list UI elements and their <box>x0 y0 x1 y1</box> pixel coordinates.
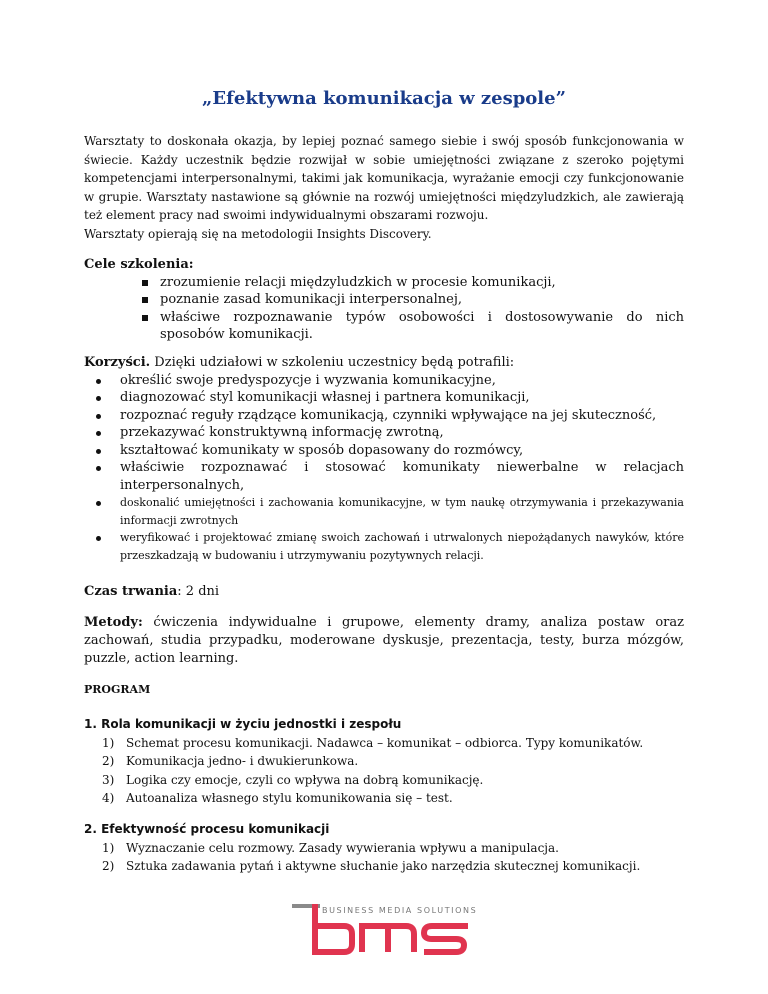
intro-paragraph <box>84 132 684 243</box>
goal-item: zrozumienie relacji międzyludzkich w procesie komunikacji, <box>142 274 684 292</box>
intro-text: Warsztaty to doskonała okazja, by lepiej poznać samego siebie i swój sposób funkcjonowania w świecie. Każdy uczestnik będzie rozwijał w sobie umiejętności związane z szeroko pojętymi kompetencjami interpersonalnymi, takimi jak komunikacja, wyrażanie emocji czy funkcjonowanie w grupie. Warsztaty nastawione są głównie na rozwój umiejętności międzyludzkich, ale zawierają też element pracy nad swoimi indywidualnymi obszarami rozwoju. <box>84 134 684 222</box>
goal-item: właściwe rozpoznawanie typów osobowości i dostosowywanie do nich sposobów komunikacji. <box>142 309 684 344</box>
program-heading: PROGRAM <box>84 683 151 696</box>
benefit-item: diagnozować styl komunikacji własnej i partnera komunikacji, <box>90 389 684 407</box>
methods-value: ćwiczenia indywidualne i grupowe, elementy dramy, analiza postaw oraz zachowań, studia przypadku, moderowane dyskusje, prezentacja, testy, burza mózgów, puzzle, action learning. <box>84 615 684 666</box>
square-bullet-icon <box>142 280 148 286</box>
round-bullet-icon <box>96 414 101 419</box>
goals-heading: Cele szkolenia: <box>84 257 194 272</box>
benefits-section <box>84 354 684 564</box>
logo-tagline: BUSINESS MEDIA SOLUTIONS <box>322 906 478 915</box>
benefits-intro <box>84 354 684 372</box>
list-item: 3) Logika czy emocje, czyli co wpływa na dobrą komunikację. <box>102 772 484 787</box>
square-bullet-icon <box>142 297 148 303</box>
round-bullet-icon <box>96 449 101 454</box>
benefits-lead: Dzięki udziałowi w szkoleniu uczestnicy będą potrafili: <box>150 355 515 370</box>
section-1-list <box>84 734 694 808</box>
list-item: 1) Schemat procesu komunikacji. Nadawca – komunikat – odbiorca. Typy komunikatów. <box>102 735 644 750</box>
methods-label: Metody: <box>84 615 143 630</box>
program-section-1 <box>84 715 694 808</box>
intro-methodology: Warsztaty opierają się na metodologii Insights Discovery. <box>84 226 432 241</box>
benefit-item: przekazywać konstruktywną informację zwrotną, <box>90 424 684 442</box>
section-2-list <box>84 839 704 876</box>
list-item: 2) Komunikacja jedno- i dwukierunkowa. <box>102 754 359 768</box>
section-2-heading: 2. Efektywność procesu komunikacji <box>84 822 330 836</box>
benefit-item: kształtować komunikaty w sposób dopasowany do rozmówcy, <box>90 442 684 460</box>
section-1-heading: 1. Rola komunikacji w życiu jednostki i zespołu <box>84 717 402 731</box>
square-bullet-icon <box>142 315 148 321</box>
document-title: „Efektywna komunikacja w zespole” <box>202 88 566 109</box>
benefit-item: określić swoje predyspozycje i wyzwania komunikacyjne, <box>90 372 684 390</box>
goal-item: poznanie zasad komunikacji interpersonalnej, <box>142 291 684 309</box>
goals-list <box>84 274 684 344</box>
program-section-2 <box>84 820 704 876</box>
benefit-item: weryfikować i projektować zmianę swoich zachowań i utrwalonych niepożądanych nawyków, które przeszkadzają w budowaniu i utrzymywaniu pozytywnych relacji. <box>90 529 684 564</box>
duration-label: Czas trwania <box>84 584 178 599</box>
list-item: 4) Autoanaliza własnego stylu komunikowania się – test. <box>102 791 453 805</box>
list-item: 2) Sztuka zadawania pytań i aktywne słuchanie jako narzędzia skutecznej komunikacji. <box>102 859 641 873</box>
round-bullet-icon <box>96 466 101 471</box>
benefits-heading: Korzyści. <box>84 355 151 370</box>
round-bullet-icon <box>96 431 101 436</box>
methods-paragraph <box>84 614 684 668</box>
benefit-item: właściwie rozpoznawać i stosować komunikaty niewerbalne w relacjach interpersonalnych, <box>90 459 684 494</box>
benefit-item: rozpoznać reguły rządzące komunikacją, czynniki wpływające na jej skuteczność, <box>90 407 684 425</box>
round-bullet-icon <box>96 396 101 401</box>
duration-line <box>84 584 219 599</box>
goals-section <box>84 256 684 344</box>
round-bullet-icon <box>96 501 101 506</box>
benefits-list <box>84 372 684 565</box>
duration-value: : 2 dni <box>177 584 220 599</box>
round-bullet-icon <box>96 536 101 541</box>
benefit-item: doskonalić umiejętności i zachowania komunikacyjne, w tym naukę otrzymywania i przekazywania informacji zwrotnych <box>90 494 684 529</box>
round-bullet-icon <box>96 379 101 384</box>
list-item: 1) Wyznaczanie celu rozmowy. Zasady wywierania wpływu a manipulacja. <box>102 840 559 855</box>
